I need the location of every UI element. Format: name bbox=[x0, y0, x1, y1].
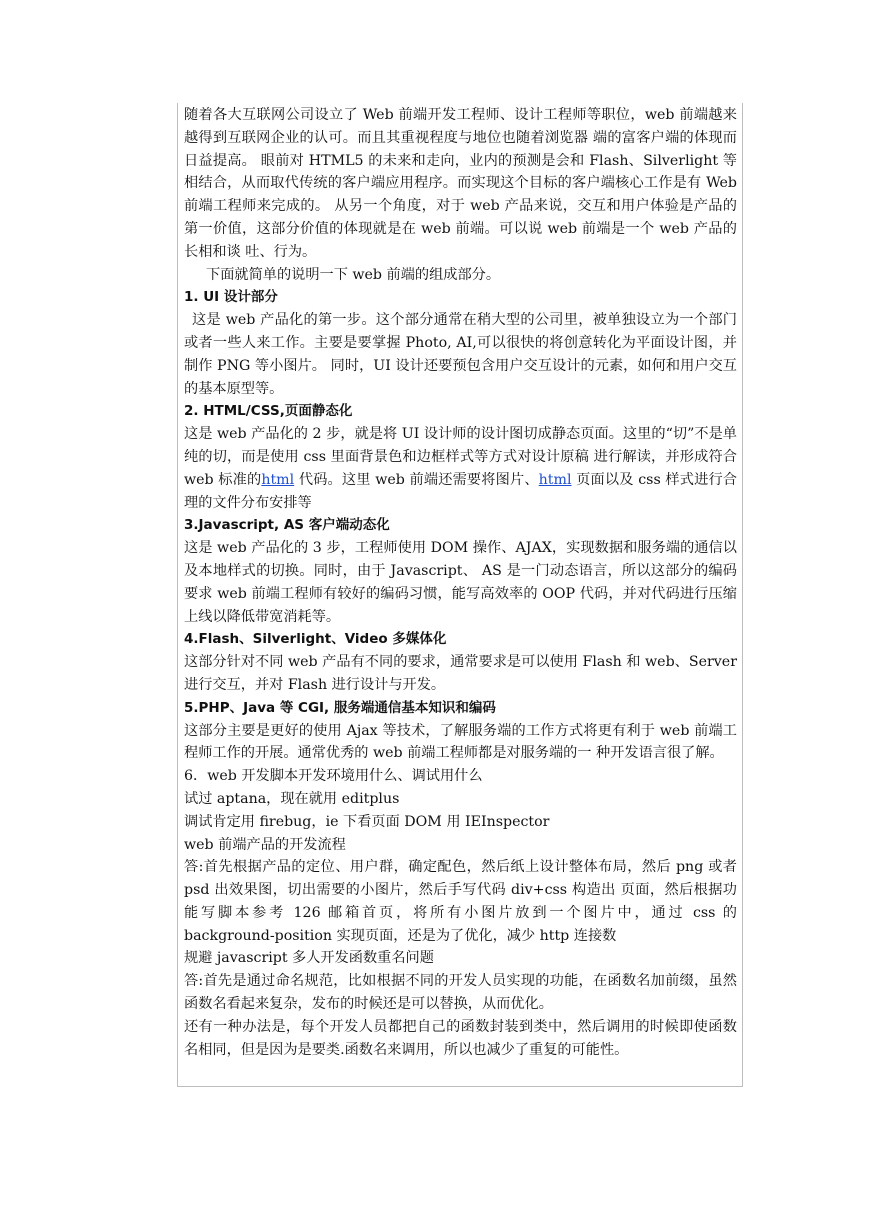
qa-line: 试过 aptana，现在就用 editplus bbox=[184, 790, 400, 807]
qa-line: web 前端产品的开发流程 bbox=[184, 836, 346, 853]
section-2-heading: 2. HTML/CSS,页面静态化 bbox=[184, 403, 353, 420]
section-5-body: 这部分主要是更好的使用 Ajax 等技术，了解服务端的工作方式将更有利于 web 前端工程师工作的开展。通常优秀的 web 前端工程师都是对服务端的一 种开发语言很了解。 bbox=[184, 722, 737, 762]
qa-line: 答:首先是通过命名规范，比如根据不同的开发人员实现的功能，在函数名加前缀，虽然函数名看起来复杂，发布的时候还是可以替换，从而优化。 bbox=[184, 973, 737, 1013]
section-2-body: 这是 web 产品化的 2 步，就是将 UI 设计师的设计图切成静态页面。这里的“切”不是单纯的切，而是使用 css 里面背景色和边框样式等方式对设计原稿 进行解读，并形成符合 web 标准的html 代码。这里 web 前端还需要将图片、html 页面以及 css 样式进行合理的文件分布安排等 bbox=[184, 426, 737, 511]
section-1-heading: 1. UI 设计部分 bbox=[184, 289, 278, 306]
section-4-body: 这部分针对不同 web 产品有不同的要求，通常要求是可以使用 Flash 和 web、Server 进行交互，并对 Flash 进行设计与开发。 bbox=[184, 654, 737, 693]
section-4-heading: 4.Flash、Silverlight、Video 多媒体化 bbox=[184, 631, 447, 648]
document-body bbox=[184, 104, 737, 1061]
qa-line: 调试肯定用 firebug，ie 下看页面 DOM 用 IEInspector bbox=[184, 813, 550, 830]
intro-paragraph: 随着各大互联网公司设立了 Web 前端开发工程师、设计工程师等职位，web 前端越来越得到互联网企业的认可。而且其重视程度与地位也随着浏览器 端的富客户端的体现而日益提高。 眼前对 HTML5 的未来和走向，业内的预测是会和 Flash、Silverlight 等相结合，从而取代传统的客户端应用程序。而实现这个目标的客户端核心工作是有 Web 前端工程师来完成的。 从另一个角度，对于 web 产品来说，交互和用户体验是产品的第一价值，这部分价值的体现就是在 web 前端。可以说 web 前端是一个 web 产品的长相和谈 吐、行为。 bbox=[184, 107, 737, 260]
html-link-2[interactable]: html bbox=[538, 471, 572, 488]
html-link[interactable]: html bbox=[261, 471, 295, 488]
qa-line: 规避 javascript 多人开发函数重名问题 bbox=[184, 950, 434, 967]
section-3-body: 这是 web 产品化的 3 步，工程师使用 DOM 操作、AJAX，实现数据和服务端的通信以及本地样式的切换。同时，由于 Javascript、 AS 是一门动态语言，所以这部分的编码要求 web 前端工程师有较好的编码习惯，能写高效率的 OOP 代码，并对代码进行压缩上线以降低带宽消耗等。 bbox=[184, 540, 737, 625]
qa-line: 答:首先根据产品的定位、用户群，确定配色，然后纸上设计整体布局，然后 png 或者 psd 出效果图，切出需要的小图片，然后手写代码 div+css 构造出 页面，然后根据功能写脚本参考 126 邮箱首页，将所有小图片放到一个图片中，通过 css 的background-position 实现页面，还是为了优化，减少 http 连接数 bbox=[184, 859, 737, 944]
section-1-body: 这是 web 产品化的第一步。这个部分通常在稍大型的公司里，被单独设立为一个部门或者一些人来工作。主要是要掌握 Photo, AI,可以很快的将创意转化为平面设计图，并制作 PNG 等小图片。 同时，UI 设计还要预包含用户交互设计的元素，如何和用户交互的基本原型等。 bbox=[184, 312, 737, 397]
section-5-heading: 5.PHP、Java 等 CGI, 服务端通信基本知识和编码 bbox=[184, 699, 496, 716]
qa-line: 6．web 开发脚本开发环境用什么、调试用什么 bbox=[184, 768, 483, 785]
intro-summary: 下面就简单的说明一下 web 前端的组成部分。 bbox=[206, 266, 501, 283]
qa-line: 还有一种办法是，每个开发人员都把自己的函数封装到类中，然后调用的时候即使函数名相同，但是因为是要类.函数名来调用，所以也减少了重复的可能性。 bbox=[184, 1018, 737, 1058]
section-3-heading: 3.Javascript, AS 客户端动态化 bbox=[184, 517, 390, 534]
